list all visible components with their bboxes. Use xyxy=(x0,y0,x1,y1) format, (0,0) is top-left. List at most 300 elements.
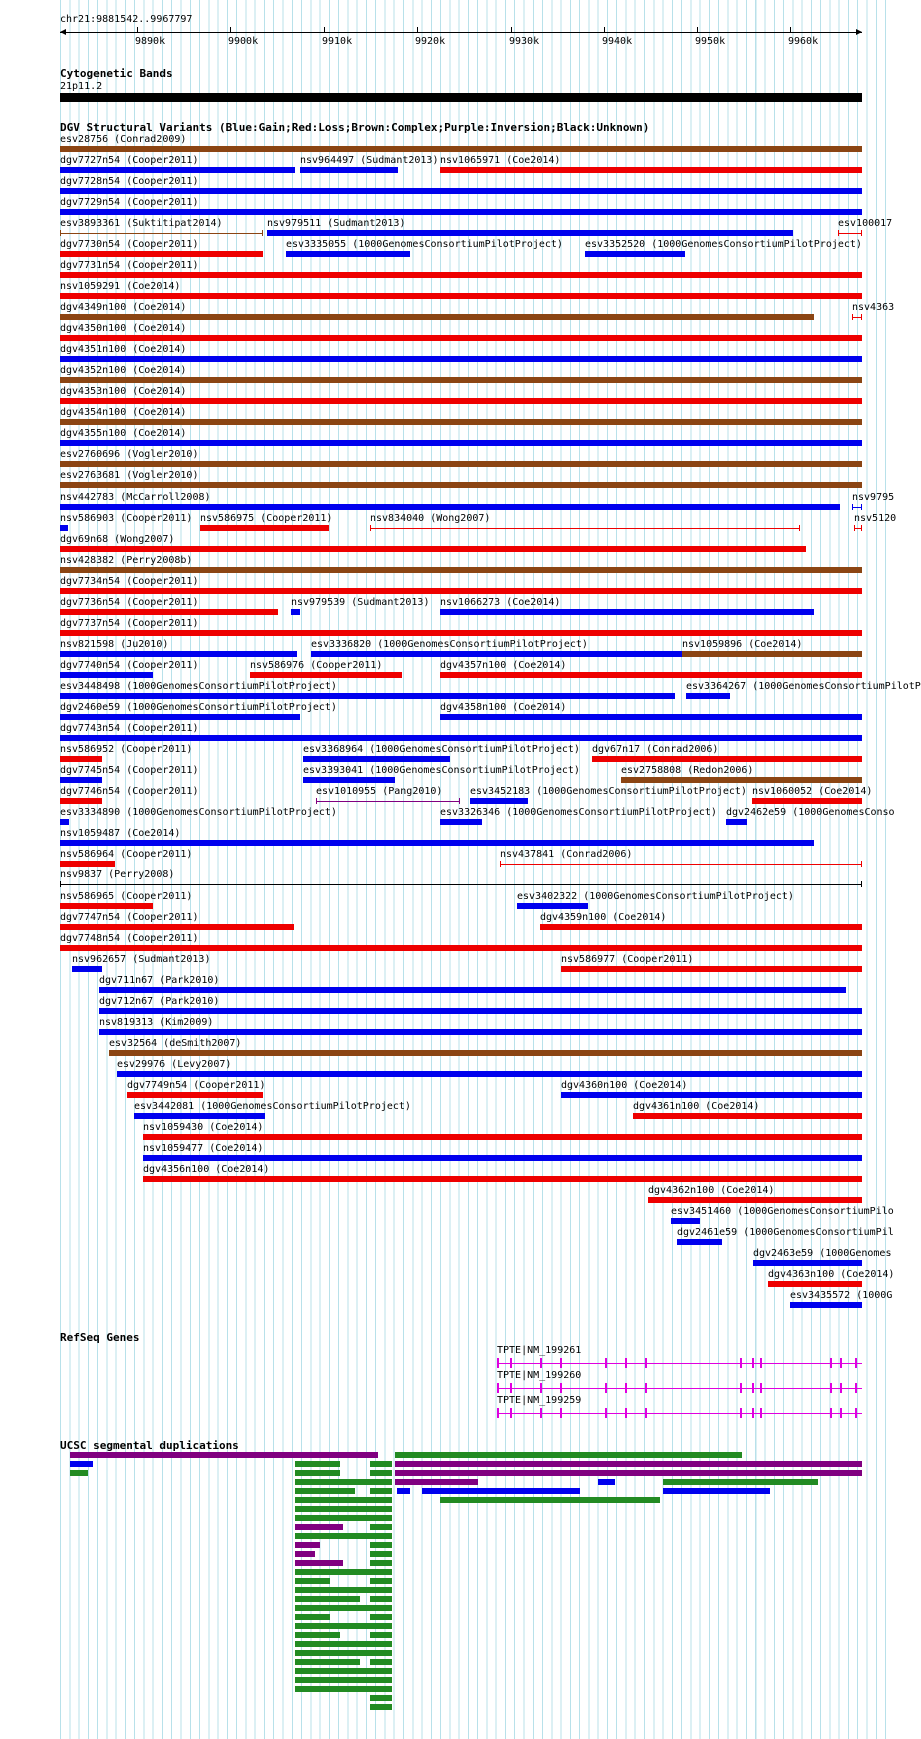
variant-label: dgv711n67 (Park2010) xyxy=(99,975,220,986)
variant-bar[interactable] xyxy=(500,864,862,865)
variant-bar[interactable] xyxy=(592,756,862,762)
segdup-feature[interactable] xyxy=(370,1596,392,1602)
variant-label: esv2758808 (Redon2006) xyxy=(621,765,754,776)
variant-label: esv3368964 (1000GenomesConsortiumPilotProject) xyxy=(303,744,580,755)
gene-exon[interactable] xyxy=(510,1383,512,1393)
gene-exon[interactable] xyxy=(840,1408,842,1418)
scale-tick-label: 9890k xyxy=(135,36,166,47)
gene-exon[interactable] xyxy=(497,1358,499,1368)
segdup-feature[interactable] xyxy=(295,1677,392,1683)
variant-end-tick xyxy=(316,798,317,804)
variant-end-tick xyxy=(60,230,61,236)
variant-label: esv3352520 (1000GenomesConsortiumPilotProject) xyxy=(585,239,862,250)
variant-label: dgv7727n54 (Cooper2011) xyxy=(60,155,199,166)
variant-label: nsv586975 (Cooper2011) xyxy=(200,513,333,524)
gene-exon[interactable] xyxy=(497,1383,499,1393)
segdup-feature[interactable] xyxy=(370,1659,392,1665)
scale-tick xyxy=(790,27,791,33)
variant-label: esv1010955 (Pang2010) xyxy=(316,786,443,797)
variant-bar[interactable] xyxy=(60,546,806,552)
variant-label: nsv586952 (Cooper2011) xyxy=(60,744,193,755)
variant-bar[interactable] xyxy=(286,251,410,257)
variant-label: dgv7749n54 (Cooper2011) xyxy=(127,1080,266,1091)
segdup-feature[interactable] xyxy=(397,1488,410,1494)
gene-label: TPTE|NM_199261 xyxy=(497,1345,582,1356)
variant-label: dgv4354n100 (Coe2014) xyxy=(60,407,187,418)
variant-bar[interactable] xyxy=(99,1029,862,1035)
gene-intron-line[interactable] xyxy=(497,1413,862,1414)
variant-bar[interactable] xyxy=(838,233,862,234)
variant-bar[interactable] xyxy=(60,567,862,573)
segdup-feature[interactable] xyxy=(295,1623,392,1629)
scale-left-arrow-icon xyxy=(60,29,66,35)
variant-label: dgv7729n54 (Cooper2011) xyxy=(60,197,199,208)
segdup-feature[interactable] xyxy=(295,1659,360,1665)
segdup-feature[interactable] xyxy=(370,1470,392,1476)
variant-bar[interactable] xyxy=(60,167,295,173)
variant-end-tick xyxy=(861,861,862,867)
gene-exon[interactable] xyxy=(560,1358,562,1368)
variant-bar[interactable] xyxy=(60,377,862,383)
variant-label: nsv979511 (Sudmant2013) xyxy=(267,218,406,229)
segdup-feature[interactable] xyxy=(295,1515,392,1521)
segdup-feature[interactable] xyxy=(295,1470,340,1476)
gene-exon[interactable] xyxy=(740,1408,742,1418)
scale-tick xyxy=(324,27,325,33)
variant-label: dgv4362n100 (Coe2014) xyxy=(648,1185,775,1196)
variant-bar[interactable] xyxy=(60,884,862,885)
segdup-feature[interactable] xyxy=(295,1686,392,1692)
segdup-feature[interactable] xyxy=(295,1533,392,1539)
scale-tick xyxy=(230,27,231,33)
segdup-feature[interactable] xyxy=(70,1461,93,1467)
variant-label: esv3893361 (Suktitipat2014) xyxy=(60,218,223,229)
variant-bar[interactable] xyxy=(60,924,294,930)
variant-label: nsv437841 (Conrad2006) xyxy=(500,849,633,860)
variant-end-tick xyxy=(861,314,862,320)
segdup-feature[interactable] xyxy=(395,1479,478,1485)
variant-label: dgv7740n54 (Cooper2011) xyxy=(60,660,199,671)
variant-label: dgv4359n100 (Coe2014) xyxy=(540,912,667,923)
gene-exon[interactable] xyxy=(830,1408,832,1418)
variant-label: dgv4350n100 (Coe2014) xyxy=(60,323,187,334)
scale-tick xyxy=(511,27,512,33)
variant-label: nsv1059291 (Coe2014) xyxy=(60,281,181,292)
variant-bar[interactable] xyxy=(60,588,862,594)
variant-bar[interactable] xyxy=(143,1176,862,1182)
variant-bar[interactable] xyxy=(60,314,814,320)
gene-exon[interactable] xyxy=(540,1383,542,1393)
variant-bar[interactable] xyxy=(585,251,685,257)
variant-bar[interactable] xyxy=(677,1239,722,1245)
variant-bar[interactable] xyxy=(60,272,862,278)
variant-bar[interactable] xyxy=(60,293,862,299)
segdup-feature[interactable] xyxy=(295,1605,392,1611)
variant-bar[interactable] xyxy=(300,167,398,173)
scale-tick xyxy=(604,27,605,33)
variant-label: dgv4349n100 (Coe2014) xyxy=(60,302,187,313)
variant-end-tick xyxy=(370,525,371,531)
variant-bar[interactable] xyxy=(99,987,846,993)
variant-bar[interactable] xyxy=(109,1050,862,1056)
gene-exon[interactable] xyxy=(625,1408,627,1418)
variant-label: esv3435572 (1000G xyxy=(790,1290,893,1301)
segdup-feature[interactable] xyxy=(370,1461,392,1467)
variant-bar[interactable] xyxy=(752,798,862,804)
variant-bar[interactable] xyxy=(72,966,102,972)
variant-bar[interactable] xyxy=(60,903,153,909)
variant-end-tick xyxy=(500,861,501,867)
variant-label: nsv586977 (Cooper2011) xyxy=(561,954,694,965)
segdup-feature[interactable] xyxy=(663,1488,770,1494)
segdup-feature[interactable] xyxy=(370,1614,392,1620)
variant-bar[interactable] xyxy=(790,1302,862,1308)
variant-bar[interactable] xyxy=(117,1071,862,1077)
dgv-track-title: DGV Structural Variants (Blue:Gain;Red:Loss;Brown:Complex;Purple:Inversion;Black:Unknown) xyxy=(60,121,650,134)
variant-label: dgv4360n100 (Coe2014) xyxy=(561,1080,688,1091)
variant-label: dgv7736n54 (Cooper2011) xyxy=(60,597,199,608)
variant-label: nsv9795 xyxy=(852,492,895,503)
variant-bar[interactable] xyxy=(60,209,862,215)
variant-label: dgv4358n100 (Coe2014) xyxy=(440,702,567,713)
variant-label: dgv2460e59 (1000GenomesConsortiumPilotProject) xyxy=(60,702,337,713)
variant-label: nsv586903 (Cooper2011) xyxy=(60,513,193,524)
variant-bar[interactable] xyxy=(60,398,862,404)
variant-bar[interactable] xyxy=(768,1281,862,1287)
segdup-feature[interactable] xyxy=(295,1497,392,1503)
variant-label: nsv979539 (Sudmant2013) xyxy=(291,597,430,608)
variant-label: dgv7747n54 (Cooper2011) xyxy=(60,912,199,923)
variant-bar[interactable] xyxy=(682,651,862,657)
variant-bar[interactable] xyxy=(561,1092,862,1098)
variant-bar[interactable] xyxy=(726,819,747,825)
gene-exon[interactable] xyxy=(752,1408,754,1418)
variant-bar[interactable] xyxy=(60,861,115,867)
variant-label: esv2760696 (Vogler2010) xyxy=(60,449,199,460)
variant-label: esv29976 (Levy2007) xyxy=(117,1059,232,1070)
gene-exon[interactable] xyxy=(625,1358,627,1368)
variant-bar[interactable] xyxy=(470,798,528,804)
gene-exon[interactable] xyxy=(645,1408,647,1418)
variant-bar[interactable] xyxy=(561,966,862,972)
segdup-feature[interactable] xyxy=(370,1695,392,1701)
scale-tick-label: 9910k xyxy=(322,36,353,47)
gene-exon[interactable] xyxy=(540,1358,542,1368)
gene-exon[interactable] xyxy=(645,1358,647,1368)
variant-label: dgv7743n54 (Cooper2011) xyxy=(60,723,199,734)
variant-bar[interactable] xyxy=(60,504,840,510)
segdup-feature[interactable] xyxy=(295,1479,392,1485)
variant-bar[interactable] xyxy=(633,1113,862,1119)
variant-bar[interactable] xyxy=(99,1008,862,1014)
segdup-feature[interactable] xyxy=(422,1488,580,1494)
variant-bar[interactable] xyxy=(60,756,102,762)
variant-label: dgv4357n100 (Coe2014) xyxy=(440,660,567,671)
variant-bar[interactable] xyxy=(370,528,800,529)
segdup-feature[interactable] xyxy=(70,1452,378,1458)
variant-label: nsv586976 (Cooper2011) xyxy=(250,660,383,671)
variant-label: esv3452183 (1000GenomesConsortiumPilotProject) xyxy=(470,786,747,797)
cyto-band-label: 21p11.2 xyxy=(60,81,103,92)
variant-bar[interactable] xyxy=(60,735,862,741)
scale-tick-label: 9900k xyxy=(228,36,259,47)
variant-label: nsv1060052 (Coe2014) xyxy=(752,786,873,797)
segdup-feature[interactable] xyxy=(370,1542,392,1548)
variant-bar[interactable] xyxy=(60,945,862,951)
variant-end-tick xyxy=(861,504,862,510)
variant-label: nsv1065971 (Coe2014) xyxy=(440,155,561,166)
gene-label: TPTE|NM_199260 xyxy=(497,1370,582,1381)
gene-exon[interactable] xyxy=(740,1358,742,1368)
variant-label: nsv9837 (Perry2008) xyxy=(60,869,175,880)
gene-exon[interactable] xyxy=(830,1383,832,1393)
segdup-feature[interactable] xyxy=(370,1524,392,1530)
variant-end-tick xyxy=(262,230,263,236)
variant-label: nsv586965 (Cooper2011) xyxy=(60,891,193,902)
variant-end-tick xyxy=(838,230,839,236)
segdup-feature[interactable] xyxy=(295,1569,392,1575)
variant-bar[interactable] xyxy=(60,461,862,467)
variant-label: dgv7746n54 (Cooper2011) xyxy=(60,786,199,797)
gene-exon[interactable] xyxy=(840,1358,842,1368)
variant-bar[interactable] xyxy=(60,440,862,446)
variant-bar[interactable] xyxy=(60,672,153,678)
variant-end-tick xyxy=(861,525,862,531)
gene-intron-line[interactable] xyxy=(497,1363,862,1364)
variant-bar[interactable] xyxy=(303,777,395,783)
segdup-feature[interactable] xyxy=(295,1587,392,1593)
segdup-feature[interactable] xyxy=(295,1641,392,1647)
gene-exon[interactable] xyxy=(752,1383,754,1393)
variant-bar[interactable] xyxy=(291,609,300,615)
segdup-feature[interactable] xyxy=(370,1488,392,1494)
variant-bar[interactable] xyxy=(686,693,730,699)
variant-label: nsv4363 xyxy=(852,302,895,313)
variant-bar[interactable] xyxy=(60,630,862,636)
variant-end-tick xyxy=(854,525,855,531)
gene-exon[interactable] xyxy=(560,1408,562,1418)
scale-right-arrow-icon xyxy=(856,29,862,35)
variant-bar[interactable] xyxy=(60,798,102,804)
variant-label: dgv4353n100 (Coe2014) xyxy=(60,386,187,397)
variant-label: esv3402322 (1000GenomesConsortiumPilotProject) xyxy=(517,891,794,902)
variant-bar[interactable] xyxy=(200,525,329,531)
gene-exon[interactable] xyxy=(855,1408,857,1418)
variant-label: dgv2461e59 (1000GenomesConsortiumPil xyxy=(677,1227,894,1238)
gene-exon[interactable] xyxy=(605,1358,607,1368)
variant-bar[interactable] xyxy=(267,230,793,236)
variant-bar[interactable] xyxy=(60,609,278,615)
variant-label: nsv1066273 (Coe2014) xyxy=(440,597,561,608)
variant-label: nsv834040 (Wong2007) xyxy=(370,513,491,524)
cyto-band[interactable] xyxy=(60,93,862,102)
variant-label: dgv4355n100 (Coe2014) xyxy=(60,428,187,439)
variant-bar[interactable] xyxy=(440,167,862,173)
variant-bar[interactable] xyxy=(60,335,862,341)
variant-label: nsv1059487 (Coe2014) xyxy=(60,828,181,839)
variant-bar[interactable] xyxy=(60,651,297,657)
variant-end-tick xyxy=(60,881,61,887)
variant-bar[interactable] xyxy=(60,840,814,846)
segdup-feature[interactable] xyxy=(370,1632,392,1638)
variant-end-tick xyxy=(861,230,862,236)
variant-label: nsv5120 xyxy=(854,513,897,524)
variant-label: esv28756 (Conrad2009) xyxy=(60,134,187,145)
gene-exon[interactable] xyxy=(855,1358,857,1368)
variant-bar[interactable] xyxy=(60,356,862,362)
variant-bar[interactable] xyxy=(60,482,862,488)
segdup-feature[interactable] xyxy=(295,1578,330,1584)
segdup-feature[interactable] xyxy=(295,1506,392,1512)
variant-label: esv100017 xyxy=(838,218,893,229)
gene-exon[interactable] xyxy=(645,1383,647,1393)
variant-label: dgv67n17 (Conrad2006) xyxy=(592,744,719,755)
variant-label: dgv7730n54 (Cooper2011) xyxy=(60,239,199,250)
variant-label: nsv442783 (McCarroll2008) xyxy=(60,492,211,503)
gene-exon[interactable] xyxy=(740,1383,742,1393)
gene-exon[interactable] xyxy=(605,1383,607,1393)
segdup-feature[interactable] xyxy=(395,1461,862,1467)
gene-exon[interactable] xyxy=(752,1358,754,1368)
variant-bar[interactable] xyxy=(60,233,263,234)
variant-label: dgv4351n100 (Coe2014) xyxy=(60,344,187,355)
variant-end-tick xyxy=(799,525,800,531)
variant-label: nsv962657 (Sudmant2013) xyxy=(72,954,211,965)
variant-bar[interactable] xyxy=(60,146,862,152)
variant-bar[interactable] xyxy=(316,801,460,802)
segdup-feature[interactable] xyxy=(395,1452,742,1458)
variant-bar[interactable] xyxy=(648,1197,862,1203)
variant-bar[interactable] xyxy=(621,777,862,783)
segdup-feature[interactable] xyxy=(370,1578,392,1584)
gene-exon[interactable] xyxy=(760,1408,762,1418)
gene-exon[interactable] xyxy=(540,1408,542,1418)
variant-end-tick xyxy=(852,504,853,510)
scale-line xyxy=(60,32,862,33)
gene-exon[interactable] xyxy=(497,1408,499,1418)
segdup-feature[interactable] xyxy=(295,1488,355,1494)
variant-bar[interactable] xyxy=(540,924,862,930)
variant-label: nsv1059430 (Coe2014) xyxy=(143,1122,264,1133)
variant-bar[interactable] xyxy=(671,1218,700,1224)
variant-bar[interactable] xyxy=(440,714,862,720)
gene-exon[interactable] xyxy=(560,1383,562,1393)
variant-label: esv3364267 (1000GenomesConsortiumPilotP xyxy=(686,681,921,692)
gene-exon[interactable] xyxy=(605,1408,607,1418)
variant-label: dgv2462e59 (1000GenomesConso xyxy=(726,807,895,818)
variant-bar[interactable] xyxy=(517,903,588,909)
scale-tick-label: 9950k xyxy=(695,36,726,47)
variant-label: dgv7731n54 (Cooper2011) xyxy=(60,260,199,271)
segdup-feature[interactable] xyxy=(295,1542,320,1548)
segdup-feature[interactable] xyxy=(395,1470,862,1476)
segdup-feature[interactable] xyxy=(295,1596,360,1602)
gene-exon[interactable] xyxy=(760,1358,762,1368)
segdup-feature[interactable] xyxy=(295,1668,392,1674)
variant-label: nsv1059477 (Coe2014) xyxy=(143,1143,264,1154)
variant-bar[interactable] xyxy=(303,756,450,762)
gene-exon[interactable] xyxy=(760,1383,762,1393)
variant-bar[interactable] xyxy=(60,777,102,783)
variant-bar[interactable] xyxy=(60,819,69,825)
segdup-feature[interactable] xyxy=(295,1650,392,1656)
segdup-feature[interactable] xyxy=(295,1461,340,1467)
variant-label: nsv821598 (Ju2010) xyxy=(60,639,169,650)
segdup-feature[interactable] xyxy=(370,1704,392,1710)
region-label: chr21:9881542..9967797 xyxy=(60,14,193,25)
variant-label: dgv7734n54 (Cooper2011) xyxy=(60,576,199,587)
variant-end-tick xyxy=(861,881,862,887)
variant-label: dgv2463e59 (1000Genomes xyxy=(753,1248,892,1259)
segdup-feature[interactable] xyxy=(295,1632,340,1638)
segdup-feature[interactable] xyxy=(370,1551,392,1557)
gene-exon[interactable] xyxy=(840,1383,842,1393)
variant-label: dgv69n68 (Wong2007) xyxy=(60,534,175,545)
gene-label: TPTE|NM_199259 xyxy=(497,1395,582,1406)
variant-label: dgv4356n100 (Coe2014) xyxy=(143,1164,270,1175)
variant-bar[interactable] xyxy=(60,419,862,425)
segdup-feature[interactable] xyxy=(295,1560,343,1566)
variant-label: nsv428382 (Perry2008b) xyxy=(60,555,193,566)
variant-bar[interactable] xyxy=(127,1092,263,1098)
variant-bar[interactable] xyxy=(311,651,682,657)
variant-label: dgv712n67 (Park2010) xyxy=(99,996,220,1007)
scale-tick xyxy=(417,27,418,33)
variant-bar[interactable] xyxy=(440,609,814,615)
scale-tick xyxy=(697,27,698,33)
segdup-feature[interactable] xyxy=(598,1479,615,1485)
gene-exon[interactable] xyxy=(625,1383,627,1393)
variant-bar[interactable] xyxy=(143,1155,862,1161)
gene-exon[interactable] xyxy=(510,1358,512,1368)
variant-label: dgv7748n54 (Cooper2011) xyxy=(60,933,199,944)
variant-bar[interactable] xyxy=(440,819,482,825)
variant-end-tick xyxy=(852,314,853,320)
segdup-feature[interactable] xyxy=(663,1479,818,1485)
segdup-feature[interactable] xyxy=(295,1524,343,1530)
variant-label: esv3448498 (1000GenomesConsortiumPilotProject) xyxy=(60,681,337,692)
variant-bar[interactable] xyxy=(60,188,862,194)
gene-intron-line[interactable] xyxy=(497,1388,862,1389)
variant-bar[interactable] xyxy=(143,1134,862,1140)
variant-bar[interactable] xyxy=(753,1260,862,1266)
variant-bar[interactable] xyxy=(60,525,68,531)
variant-label: dgv7737n54 (Cooper2011) xyxy=(60,618,199,629)
variant-label: esv3334890 (1000GenomesConsortiumPilotProject) xyxy=(60,807,337,818)
variant-bar[interactable] xyxy=(60,714,300,720)
variant-bar[interactable] xyxy=(60,693,675,699)
variant-bar[interactable] xyxy=(250,672,402,678)
variant-label: esv3442081 (1000GenomesConsortiumPilotProject) xyxy=(134,1101,411,1112)
segdup-feature[interactable] xyxy=(440,1497,660,1503)
variant-label: dgv4361n100 (Coe2014) xyxy=(633,1101,760,1112)
variant-end-tick xyxy=(459,798,460,804)
variant-bar[interactable] xyxy=(134,1113,265,1119)
segdup-feature[interactable] xyxy=(295,1551,315,1557)
refseq-track-title: RefSeq Genes xyxy=(60,1331,140,1344)
gene-exon[interactable] xyxy=(510,1408,512,1418)
variant-bar[interactable] xyxy=(440,672,862,678)
scale-tick xyxy=(137,27,138,33)
variant-bar[interactable] xyxy=(60,251,263,257)
segdup-feature[interactable] xyxy=(370,1560,392,1566)
variant-label: nsv586964 (Cooper2011) xyxy=(60,849,193,860)
segdup-feature[interactable] xyxy=(295,1614,330,1620)
scale-tick-label: 9960k xyxy=(788,36,819,47)
gene-exon[interactable] xyxy=(855,1383,857,1393)
segdup-feature[interactable] xyxy=(70,1470,88,1476)
gene-exon[interactable] xyxy=(830,1358,832,1368)
